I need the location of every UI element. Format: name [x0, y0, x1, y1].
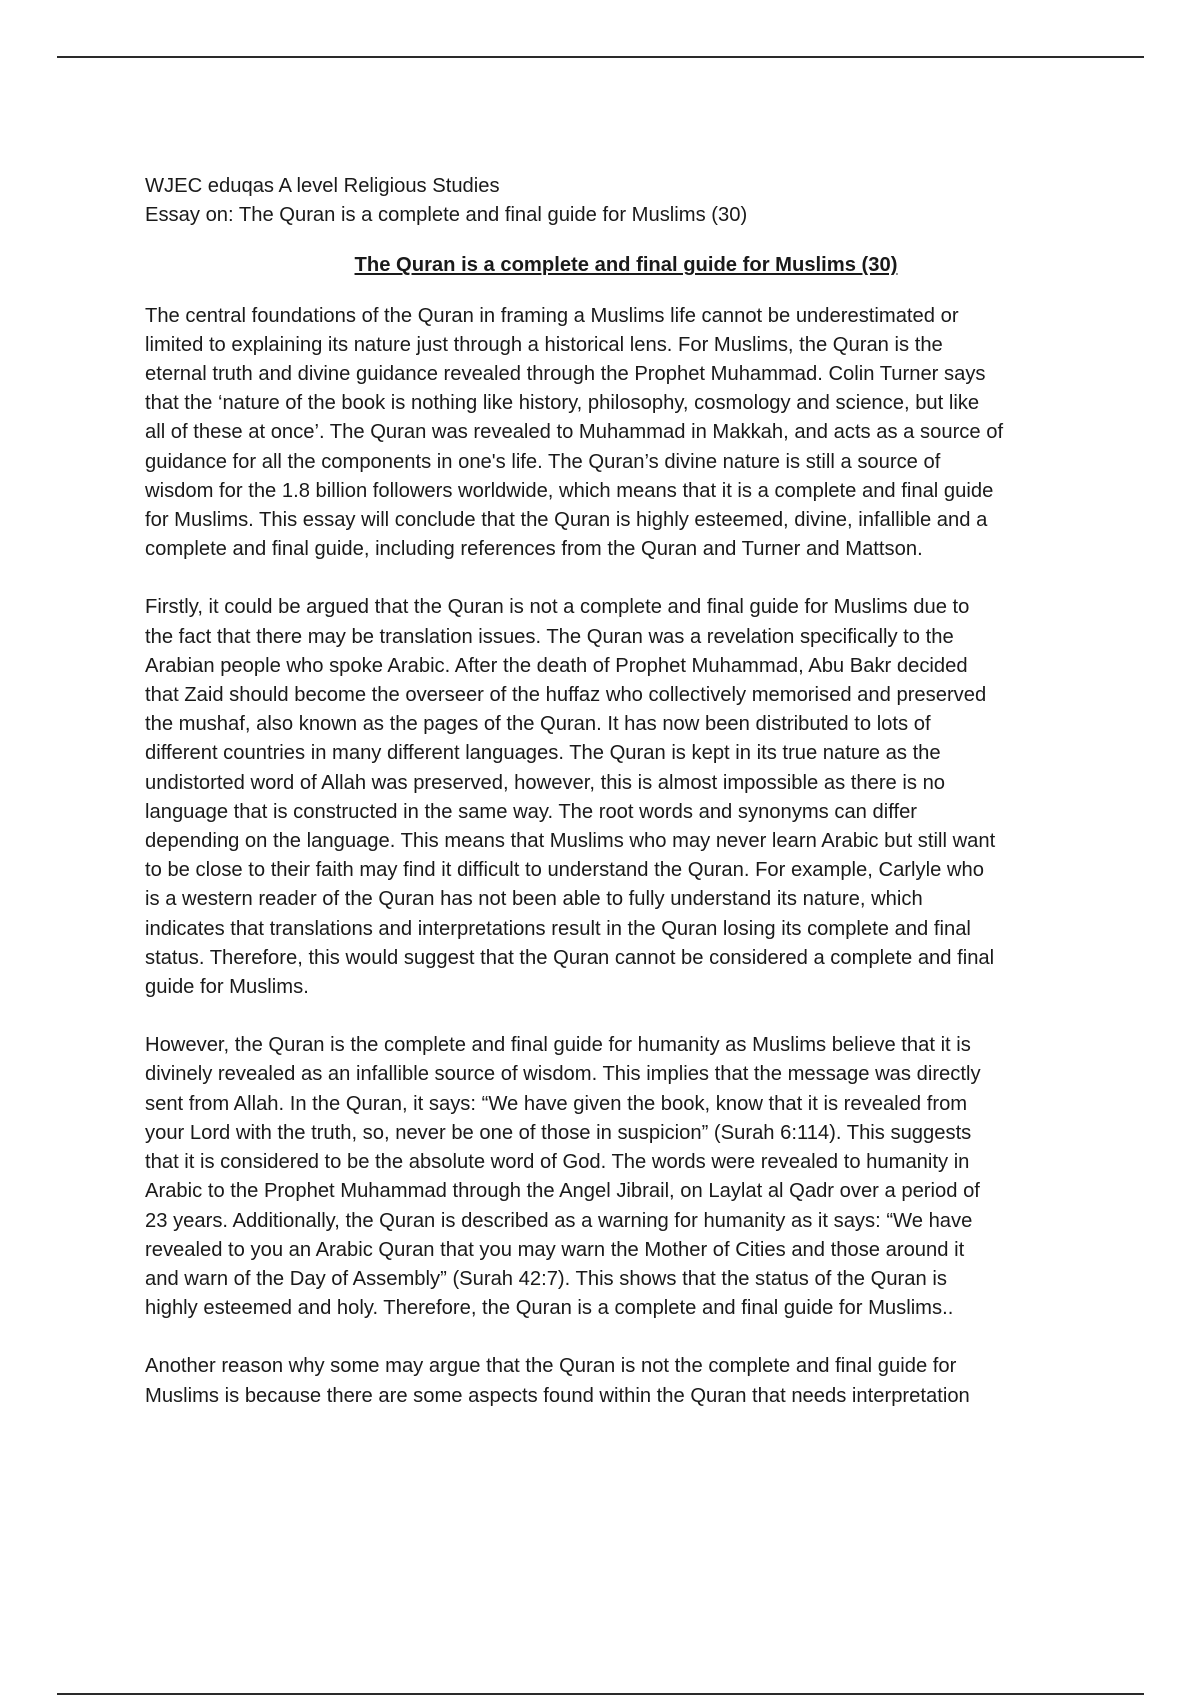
paragraph-line: undistorted word of Allah was preserved, however, this is almost impossible as there is no [145, 771, 946, 794]
paragraph-line: for Muslims. This essay will conclude that the Quran is highly esteemed, divine, infallible and a [145, 509, 988, 532]
paragraph-line: divinely revealed as an infallible source of wisdom. This implies that the message was directly [145, 1063, 981, 1086]
essay-paragraphs [145, 302, 1095, 1411]
paragraph-line: your Lord with the truth, so, never be one of those in suspicion” (Surah 6:114). This suggests [145, 1121, 972, 1144]
paragraph-line: complete and final guide, including references from the Quran and Turner and Mattson. [145, 538, 923, 561]
paragraph-line: Arabic to the Prophet Muhammad through the Angel Jibrail, on Laylat al Qadr over a period of [145, 1180, 980, 1203]
paragraph-line: language that is constructed in the same way. The root words and synonyms can differ [145, 800, 918, 823]
top-rule [57, 56, 1144, 58]
paragraph-line: that the ‘nature of the book is nothing like history, philosophy, cosmology and science, but like [145, 392, 980, 415]
paragraph-line: 23 years. Additionally, the Quran is described as a warning for humanity as it says: “We have [145, 1209, 973, 1232]
paragraph-line: Another reason why some may argue that the Quran is not the complete and final guide for [145, 1355, 957, 1378]
paragraph-line: highly esteemed and holy. Therefore, the Quran is a complete and final guide for Muslims.. [145, 1297, 954, 1320]
paragraph-line: guide for Muslims. [145, 976, 309, 999]
paragraph-line: that it is considered to be the absolute word of God. The words were revealed to humanity in [145, 1151, 970, 1174]
document-body [145, 172, 1095, 1440]
paragraph-line: However, the Quran is the complete and final guide for humanity as Muslims believe that it is [145, 1034, 971, 1057]
essay-paragraph [145, 1352, 1095, 1410]
paragraph-line: different countries in many different languages. The Quran is kept in its true nature as the [145, 742, 941, 765]
paragraph-line: Arabian people who spoke Arabic. After the death of Prophet Muhammad, Abu Bakr decided [145, 654, 968, 677]
paragraph-line: sent from Allah. In the Quran, it says: “We have given the book, know that it is revealed from [145, 1092, 968, 1115]
paragraph-line: eternal truth and divine guidance revealed through the Prophet Muhammad. Colin Turner says [145, 363, 986, 386]
bottom-rule [57, 1693, 1144, 1695]
paragraph-line: all of these at once’. The Quran was revealed to Muhammad in Makkah, and acts as a source of [145, 421, 1004, 444]
paragraph-line: that Zaid should become the overseer of the huffaz who collectively memorised and preserved [145, 684, 987, 707]
paragraph-line: and warn of the Day of Assembly” (Surah 42:7). This shows that the status of the Quran is [145, 1267, 947, 1290]
paragraph-line: the fact that there may be translation issues. The Quran was a revelation specifically to the [145, 625, 954, 648]
paragraph-line: indicates that translations and interpretations result in the Quran losing its complete and final [145, 917, 971, 940]
paragraph-line: status. Therefore, this would suggest that the Quran cannot be considered a complete and final [145, 946, 995, 969]
paragraph-line: the mushaf, also known as the pages of the Quran. It has now been distributed to lots of [145, 713, 931, 736]
paragraph-line: wisdom for the 1.8 billion followers worldwide, which means that it is a complete and final guide [145, 479, 994, 502]
paragraph-line: to be close to their faith may find it difficult to understand the Quran. For example, Carlyle who [145, 859, 984, 882]
essay-paragraph [145, 1031, 1095, 1323]
paragraph-line: limited to explaining its nature just through a historical lens. For Muslims, the Quran is the [145, 333, 943, 356]
paragraph-line: is a western reader of the Quran has not been able to fully understand its nature, which [145, 888, 923, 911]
paragraph-line: Firstly, it could be argued that the Quran is not a complete and final guide for Muslims due to [145, 596, 970, 619]
essay-paragraph [145, 302, 1095, 565]
paragraph-line: depending on the language. This means that Muslims who may never learn Arabic but still want [145, 830, 996, 853]
essay-paragraph [145, 593, 1095, 1002]
course-line: WJEC eduqas A level Religious Studies [145, 175, 500, 197]
paragraph-line: Muslims is because there are some aspects found within the Quran that needs interpretation [145, 1384, 970, 1407]
essay-subject-line: Essay on: The Quran is a complete and final guide for Muslims (30) [145, 204, 748, 227]
essay-title: The Quran is a complete and final guide for Muslims (30) [354, 254, 898, 277]
paragraph-line: guidance for all the components in one's life. The Quran’s divine nature is still a source of [145, 450, 941, 473]
paragraph-line: The central foundations of the Quran in framing a Muslims life cannot be underestimated or [145, 304, 959, 327]
paragraph-line: revealed to you an Arabic Quran that you may warn the Mother of Cities and those around it [145, 1238, 965, 1261]
